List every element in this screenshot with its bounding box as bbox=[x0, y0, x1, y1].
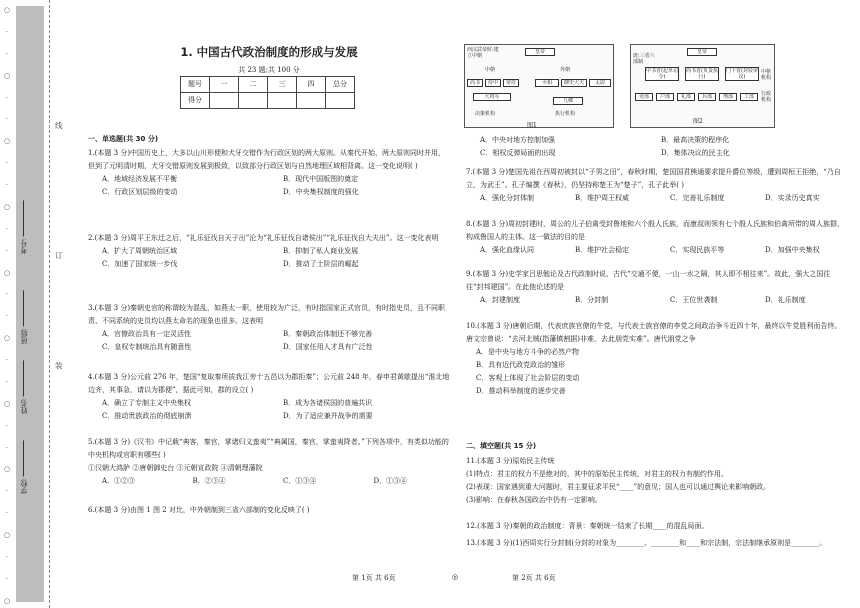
fig2-bu-box: 吏部 bbox=[635, 93, 653, 101]
question-13[interactable] bbox=[466, 537, 846, 550]
fig1-zhong-label: 中朝 bbox=[485, 67, 496, 73]
cut-line bbox=[49, 0, 50, 608]
score-header-cell: 总分 bbox=[326, 77, 355, 93]
option-c[interactable]: C．推动贵族政治的彻底崩溃 bbox=[102, 412, 192, 420]
option-b[interactable]: B．维护周王权威 bbox=[575, 194, 630, 202]
score-input-cell[interactable] bbox=[268, 93, 297, 109]
fig2-sheng-box: 门下省(封驳审议) bbox=[726, 68, 758, 80]
fig1-caption: 图1 bbox=[527, 122, 537, 129]
sub-point: (1)特点：君主的权力不是绝对的，其中的原始民主传统，对君主的权力有制约作用。 bbox=[466, 470, 728, 478]
option-b[interactable]: B．抑制了私人商业发展 bbox=[283, 247, 359, 255]
option-d[interactable]: D．①③④ bbox=[373, 477, 408, 485]
option-c[interactable]: C．皇权专制统治具有随意性 bbox=[102, 343, 192, 351]
cut-label-line: 线 bbox=[55, 121, 63, 130]
option-c[interactable]: C．客观上体现了社会阶层的变动 bbox=[476, 374, 580, 382]
option-a[interactable]: A．强化分封体制 bbox=[480, 194, 535, 202]
question-stem: 4.(本题 3 分)公元前 276 年，楚国“复取秦所拔我江旁十五邑以为郡拒秦”；公元前 248 年，春申君黄歇提出“淮北地边齐，其事急，请以为郡便”，据此可知，郡的设立( ) bbox=[88, 373, 450, 394]
option-d[interactable]: D．为了适应兼并战争的需要 bbox=[283, 412, 373, 420]
question-stem: 3.(本题 3 分)秦朝史官的称谓较为混乱，如燕太一职，使用较为广泛，有时指国家正式官员，有时指史员，且不同职责、不同系统的史员均以燕太命名的现象也很多。这表明 bbox=[88, 304, 446, 325]
question-3 bbox=[88, 302, 450, 354]
fig1-jiuqing-box: 九卿 bbox=[553, 97, 583, 105]
score-input-cell[interactable] bbox=[210, 93, 239, 109]
question-stem[interactable]: 12.(本题 3 分)秦朝的政治制度：背景：秦朝统一结束了长期____的混乱局面。 bbox=[466, 522, 709, 530]
school-field[interactable]: 学校: bbox=[19, 440, 29, 494]
option-d[interactable]: D．礼乐制度 bbox=[765, 296, 806, 304]
question-4 bbox=[88, 371, 450, 423]
option-b[interactable]: B．现代中国版图的奠定 bbox=[283, 175, 359, 183]
figure-1-diagram bbox=[464, 44, 614, 128]
fig2-bu-box: 刑部 bbox=[719, 93, 737, 101]
question-8 bbox=[466, 218, 846, 257]
right-column bbox=[462, 0, 847, 608]
fig1-inner-box: 侍中 bbox=[485, 79, 501, 87]
fig2-bu-box: 工部 bbox=[740, 93, 758, 101]
figure-2-diagram bbox=[630, 44, 775, 128]
page-number-right: 第 2页 共 6页 bbox=[512, 574, 556, 582]
option-a[interactable]: A．强化血缘认同 bbox=[480, 246, 535, 254]
fig2-emperor-box: 皇帝 bbox=[687, 48, 717, 56]
option-d[interactable]: D．实录历史真实 bbox=[765, 194, 820, 202]
question-stem: 8.(本题 3 分)周初封建时，周公的儿子伯禽受封鲁地和六个殷人氏族，而康叔则领有七个殷人氏族和伯禽所带的周人族群，构成鲁国人的主体。这一做法的目的是 bbox=[466, 220, 845, 241]
question-1 bbox=[88, 147, 450, 199]
fig2-sheng-box: 中书省(起草诏令) bbox=[646, 68, 678, 80]
option-c[interactable]: C．完善礼乐制度 bbox=[670, 194, 725, 202]
score-header-cell: 二 bbox=[239, 77, 268, 93]
option-c[interactable]: C．行政区划层级的变动 bbox=[102, 188, 178, 196]
question-stem: 1.(本题 3 分)中国历史上，大多以山川形便和犬牙交错作为行政区划的两大原则。从秦代开始，两大原则同时并用，但到了元明清时期，犬牙交错原则发展到极致，以致部分行政区划与自然地理区域相背离。这一变化说明( ) bbox=[88, 149, 446, 170]
score-header-cell: 三 bbox=[268, 77, 297, 93]
section-heading-fill-blank: 二、填空题(共 15 分) bbox=[466, 442, 537, 450]
option-c[interactable]: C．加速了国家统一步伐 bbox=[102, 260, 178, 268]
option-a[interactable]: A．扩大了周朝统治区域 bbox=[102, 247, 178, 255]
option-b[interactable]: B．②③④ bbox=[192, 477, 226, 485]
score-input-cell[interactable] bbox=[297, 93, 326, 109]
question-12[interactable] bbox=[466, 520, 846, 533]
option-a[interactable]: A．官僚政治具有一定灵活性 bbox=[102, 330, 192, 338]
option-b[interactable]: B．分封制 bbox=[575, 296, 609, 304]
option-c[interactable]: C．相权反弹局面的出现 bbox=[480, 149, 556, 157]
question-stem: 2.(本题 3 分)周平王东迁之后，“礼乐征伐自天子出”沦为“礼乐征伐自诸侯出”“礼乐征伐自大夫出”。这一变化表明 bbox=[88, 234, 439, 242]
question-11 bbox=[466, 455, 846, 507]
cut-label-bind: 装 bbox=[55, 361, 63, 370]
fig1-outer-box: 丞相 bbox=[535, 79, 559, 87]
fig2-sheng-box: 尚书省(负责执行) bbox=[686, 68, 718, 80]
option-d[interactable]: D．中央集权制度的强化 bbox=[283, 188, 359, 196]
option-c[interactable]: C．王位世袭制 bbox=[670, 296, 718, 304]
option-b[interactable]: B．最高决策的程序化 bbox=[661, 136, 730, 144]
option-d[interactable]: D．推动科举制度的逐步完善 bbox=[476, 387, 566, 395]
option-a[interactable]: A．确立了专制主义中央集权 bbox=[102, 399, 192, 407]
option-a[interactable]: A．中央对地方控制加强 bbox=[480, 136, 556, 144]
fig2-exec-label: 行政机构 bbox=[761, 91, 772, 103]
fig1-outer-box: 太尉 bbox=[589, 79, 611, 87]
option-c[interactable]: C．实现民族平等 bbox=[670, 246, 725, 254]
question-2 bbox=[88, 232, 450, 271]
question-stem: 11.(本题 3 分)原始民主传统 bbox=[466, 457, 555, 465]
fig2-bu-box: 礼部 bbox=[677, 93, 695, 101]
fig1-top-label: 西汉武帝时:建立中朝 bbox=[467, 47, 499, 59]
question-stem: 9.(本题 3 分)史学家吕思勉论及古代政制时说，古代“交通不便，一山一水之隔，其人即不相往来”。故此，强大之国往往“封邦建国”。在此他论述的是 bbox=[466, 270, 831, 291]
question-stem: 7.(本题 3 分)楚国先祖在西周初被封以“子男之田”，春秋时期，楚国国君熊通要求提升爵位等级，遭到周桓王拒绝，“乃自立，为武王”。孔子编撰《春秋》，仍坚持称楚王为“楚子”，孔子此举( ) bbox=[466, 168, 841, 189]
option-b[interactable]: B．维护社会稳定 bbox=[575, 246, 630, 254]
score-table bbox=[180, 76, 355, 109]
fig2-central-label: 中枢机构 bbox=[761, 69, 772, 81]
option-d[interactable]: D．国家任用人才具有广泛性 bbox=[283, 343, 373, 351]
binding-strip bbox=[0, 0, 70, 608]
option-b[interactable]: B．秦朝政治体制还不够完善 bbox=[283, 330, 373, 338]
question-6 bbox=[88, 504, 450, 517]
score-header-cell: 四 bbox=[297, 77, 326, 93]
option-c[interactable]: C．①③④ bbox=[283, 477, 317, 485]
question-5 bbox=[88, 436, 450, 488]
question-stem: 6.(本题 3 分)由图 1 图 2 对比，中外朝制到三省六部制的变化反映了( ) bbox=[88, 506, 310, 514]
page-number-left: 第 1页 共 6页 bbox=[352, 574, 396, 582]
fig1-outer-box: 御史大夫 bbox=[561, 79, 587, 87]
cut-label-order: 订 bbox=[55, 251, 63, 260]
fig2-top-label: 唐:三省六部制 bbox=[633, 53, 655, 65]
question-9 bbox=[466, 268, 846, 307]
page-subtitle: 共 23 题;共 100 分 bbox=[238, 66, 300, 74]
fig2-caption: 图2 bbox=[693, 118, 703, 125]
page-title: 1. 中国古代政治制度的形成与发展 bbox=[180, 45, 358, 59]
question-10 bbox=[466, 320, 846, 398]
option-a[interactable]: A．地域经济发展不平衡 bbox=[102, 175, 178, 183]
option-b[interactable]: B．成为各诸侯国的普遍共识 bbox=[283, 399, 373, 407]
fig1-exec-label: 执行机构 bbox=[555, 111, 576, 117]
question-stem: 10.(本题 3 分)唐朝后期，代表庶族官僚的牛党，与代表士族官僚的李党之间政治争斗近四十年，最终以牛党胜利而告终。唐文宗曾说：“去河北贼(指藩镇割据)非难，去此朋党实难”。唐代朋党之争 bbox=[466, 322, 842, 343]
fig2-bu-box: 兵部 bbox=[698, 93, 716, 101]
question-items: ①汉朝大鸿胪 ②唐朝御史台 ③元朝宣政院 ④清朝理藩院 bbox=[88, 464, 263, 472]
fig1-emperor-box: 皇帝 bbox=[525, 48, 555, 56]
fig1-wai-label: 外朝 bbox=[560, 67, 571, 73]
score-input-cell[interactable] bbox=[326, 93, 355, 109]
score-label-cell: 得分 bbox=[181, 93, 210, 109]
question-stem[interactable]: 13.(本题 3 分)(1)西周实行分封制(分封的对象为________、________和____和宗法制，宗法制继承原则是________。 bbox=[466, 539, 827, 547]
binding-dots: ○ · · ○ · · ○ · · ○ · · ○ · · ○ · · ○ · · ○ · · ○ · · ○ bbox=[3, 6, 11, 605]
question-stem: 5.(本题 3 分)《汉书》中记载“典客，秦官，掌诸归义蛮夷”“典属国，秦官，掌蛮夷降者。”下列各项中，有类似功能的中央机构或官职有哪些( ) bbox=[88, 438, 449, 459]
option-a[interactable]: A．是中央与地方斗争的必然产物 bbox=[476, 348, 580, 356]
left-column bbox=[84, 0, 454, 608]
option-a[interactable]: A．①②③ bbox=[102, 477, 136, 485]
question-6-options bbox=[466, 134, 828, 160]
section-heading-single-choice: 一、单选题(共 30 分) bbox=[88, 135, 159, 143]
option-d[interactable]: D．加强中央集权 bbox=[765, 246, 820, 254]
score-input-cell[interactable] bbox=[239, 93, 268, 109]
exam-number-field[interactable]: 考号: bbox=[19, 200, 29, 254]
name-field[interactable]: 姓名: bbox=[19, 360, 29, 414]
sub-point[interactable]: (2)表现：国家遇到重大问题时，君主要征求平民“____”的意见；国人也可以通过舆论来影响朝政。 bbox=[466, 483, 771, 491]
fig1-decision-label: 决策机构 bbox=[475, 111, 496, 117]
option-a[interactable]: A．封建制度 bbox=[480, 296, 521, 304]
fig1-inner-box: 常侍 bbox=[503, 79, 519, 87]
fig1-inner-box: 尚书 bbox=[467, 79, 483, 87]
option-b[interactable]: B．具有近代政党政治的雏形 bbox=[476, 361, 566, 369]
sub-point: (3)影响：在春秋各国政治中仍有一定影响。 bbox=[466, 496, 602, 504]
fig1-general-box: 大将军 bbox=[473, 93, 511, 101]
option-d[interactable]: D．推动了士阶层的崛起 bbox=[283, 260, 359, 268]
score-header-cell: 一 bbox=[210, 77, 239, 93]
question-7 bbox=[466, 166, 846, 205]
class-field[interactable]: 班级: bbox=[19, 290, 29, 344]
option-d[interactable]: D．集体决议的民主化 bbox=[661, 149, 730, 157]
center-mark: ◎ bbox=[452, 573, 459, 581]
score-header-cell: 题号 bbox=[181, 77, 210, 93]
fig2-bu-box: 户部 bbox=[656, 93, 674, 101]
